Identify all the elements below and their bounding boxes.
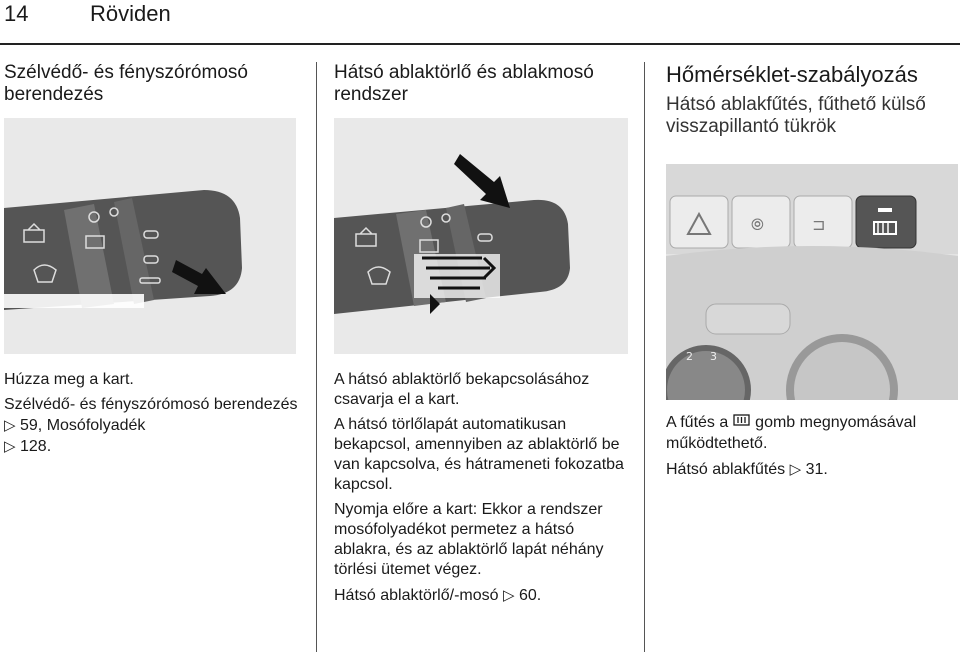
heating-text-a: A fűtés a — [666, 414, 733, 432]
figure-dashboard-buttons — [666, 164, 958, 400]
page-ref-arrow-icon: ▷ — [4, 437, 16, 455]
paragraph-push-lever: Nyomja előre a kart: Ekkor a rendszer mosófolyadékot permetez a hátsó ablakra, és az ablaktörlő lapát néhány törlési ütemet végez. — [334, 501, 604, 578]
figure-wiper-lever-twist — [334, 118, 628, 354]
heating-text-b: gomb megnyomásával működtethető. — [666, 414, 917, 452]
column-rear-wiper — [334, 62, 630, 106]
paragraph-heating-button — [666, 412, 958, 454]
heating-ref-text: Hátsó ablakfűtés — [666, 461, 790, 478]
section-heading-climate: Hőmérséklet-szabályozás — [666, 62, 918, 87]
svg-text:⦾: ⦾ — [751, 215, 764, 234]
paragraph-rear-wiper-ref — [334, 585, 634, 606]
page-number: 14 — [4, 1, 29, 26]
dashboard-switch-panel-illustration — [666, 164, 958, 400]
page-ref-arrow-icon: ▷ — [789, 460, 802, 478]
column-separator-2 — [644, 62, 645, 652]
column-climate — [666, 62, 958, 138]
page-ref-arrow-icon: ▷ — [502, 586, 515, 604]
rear-wiper-ref-text: Hátsó ablaktörlő/-mosó — [334, 587, 503, 604]
column-separator-1 — [316, 62, 317, 652]
paragraph-washer-ref — [4, 395, 304, 457]
body-climate — [666, 412, 958, 485]
washer-ref-page: 59, Mosófolyadék — [20, 417, 146, 434]
body-washer — [4, 370, 304, 462]
svg-text:⊐: ⊐ — [812, 215, 826, 234]
page-header — [0, 0, 960, 46]
section-heading-rear-wiper: Hátsó ablaktörlő és ablakmosó rendszer — [334, 62, 594, 105]
washer-ref-text: Szélvédő- és fényszórómosó berendezés — [4, 396, 298, 413]
page-ref-arrow-icon: ▷ — [4, 416, 16, 434]
svg-text:3: 3 — [710, 350, 717, 363]
figure-wiper-lever-pull — [4, 118, 296, 354]
wiper-lever-illustration — [4, 118, 296, 354]
chapter-title: Röviden — [90, 1, 171, 26]
subheading-rear-heating: Hátsó ablakfűtés, fűthető külső visszapillantó tükrök — [666, 94, 926, 137]
paragraph-reverse-auto: A hátsó törlőlapát automatikusan bekapcsol, amennyiben az ablaktörlő be van kapcsolva, és hátrameneti fokozatba kapcsol. — [334, 416, 624, 493]
paragraph-heating-ref — [666, 459, 958, 480]
body-rear-wiper — [334, 370, 634, 611]
paragraph-twist-lever: A hátsó ablaktörlő bekapcsolásához csavarja el a kart. — [334, 371, 590, 408]
washer-fluid-ref-page: 128. — [20, 438, 52, 455]
rear-window-heating-icon — [733, 412, 751, 434]
rear-wiper-lever-illustration — [334, 118, 628, 354]
header-rule — [0, 43, 960, 45]
heating-ref-page: 31. — [805, 461, 828, 478]
svg-text:2: 2 — [686, 350, 693, 363]
section-heading-washer: Szélvédő- és fényszórómosó berendezés — [4, 62, 248, 105]
column-washer — [4, 62, 300, 106]
paragraph-pull-lever: Húzza meg a kart. — [4, 371, 134, 388]
rear-wiper-ref-page: 60. — [518, 587, 542, 604]
